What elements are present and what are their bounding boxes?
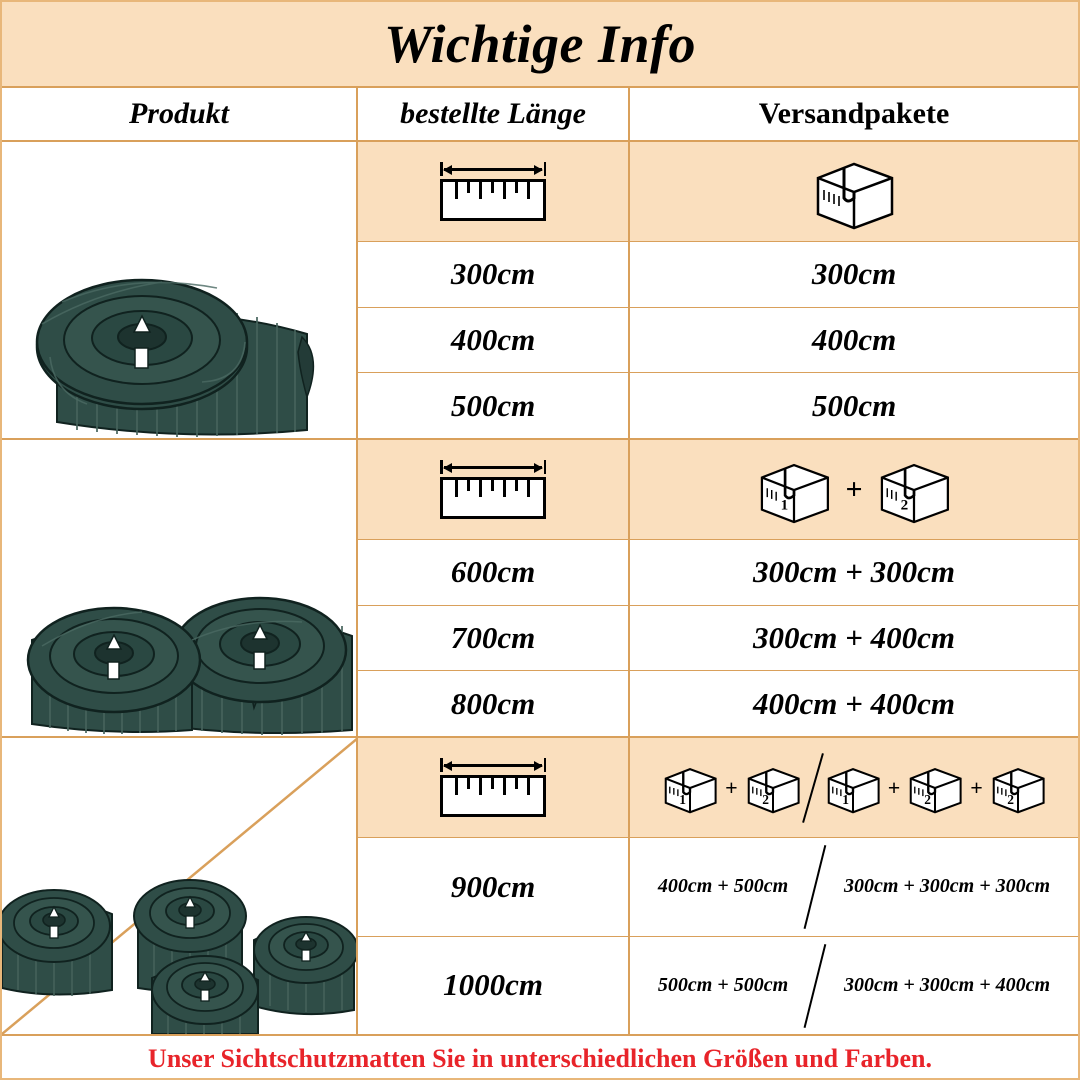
ruler-body xyxy=(440,477,546,519)
packages-cell: 400cm xyxy=(811,322,897,357)
packages-icon-cell xyxy=(630,142,1078,241)
product-image-two-rolls xyxy=(2,440,358,736)
block3-data xyxy=(358,738,1078,1034)
data-row xyxy=(358,838,1078,937)
ruler-icon xyxy=(440,460,546,519)
mat-roll-illustration xyxy=(2,142,358,438)
footer-note-text: Unser Sichtschutzmatten Sie in unterschiedlichen Größen und Farben. xyxy=(148,1044,932,1073)
option-divider xyxy=(802,753,824,823)
block1-data xyxy=(358,142,1078,438)
plus-sign: + xyxy=(845,472,863,506)
ruler-icon xyxy=(440,162,546,221)
table-block-multi-rolls xyxy=(2,738,1078,1036)
svg-text:2: 2 xyxy=(900,496,908,514)
length-cell: 300cm xyxy=(358,242,630,307)
packages-cell: 300cm + 300cm xyxy=(753,554,955,590)
ruler-cell xyxy=(358,142,630,241)
shipping-box-icon-2 xyxy=(742,760,804,816)
data-row xyxy=(358,373,1078,438)
length-cell: 600cm xyxy=(358,540,630,605)
svg-text:1: 1 xyxy=(679,791,687,807)
block2-icon-row xyxy=(358,440,1078,540)
length-cell: 900cm xyxy=(358,838,630,936)
length-cell: 400cm xyxy=(358,308,630,373)
packages-icon-cell xyxy=(630,440,1078,539)
packages-cell: 400cm + 500cm 300cm + 300cm + 300cm xyxy=(630,838,1078,936)
plus-sign: + xyxy=(970,774,983,800)
shipping-box-icon-3 xyxy=(987,760,1049,816)
data-row xyxy=(358,937,1078,1035)
ruler-body xyxy=(440,775,546,817)
ruler-cell xyxy=(358,440,630,539)
shipping-box-icon-2 xyxy=(873,454,955,526)
length-cell: 800cm xyxy=(358,671,630,736)
ruler-body xyxy=(440,179,546,221)
block1-icon-row xyxy=(358,142,1078,242)
package-option-b xyxy=(822,760,1049,816)
data-row xyxy=(358,671,1078,736)
measure-arrow-icon xyxy=(440,460,546,474)
page-title: Wichtige Info xyxy=(383,14,697,74)
length-cell: 1000cm xyxy=(358,937,630,1035)
block2-data xyxy=(358,440,1078,736)
column-header-ordered-length: bestellte Länge xyxy=(358,88,630,140)
page-header xyxy=(2,2,1078,88)
svg-text:2: 2 xyxy=(1007,791,1014,807)
packages-cell: 300cm + 400cm xyxy=(753,620,955,655)
packages-cell: 400cm + 400cm xyxy=(753,685,955,721)
plus-sign: + xyxy=(725,774,738,800)
product-image-multi-rolls xyxy=(2,738,358,1034)
data-row xyxy=(358,308,1078,374)
packages-cell: 500cm xyxy=(811,387,897,423)
plus-sign: + xyxy=(887,774,901,800)
footer-note xyxy=(2,1036,1078,1080)
block3-icon-row xyxy=(358,738,1078,838)
column-header-shipping-packages: Versandpakete xyxy=(758,97,950,130)
svg-text:1: 1 xyxy=(841,791,849,807)
shipping-box-icon-1 xyxy=(753,454,835,526)
svg-text:2: 2 xyxy=(761,791,769,807)
length-cell: 500cm xyxy=(358,373,630,438)
table-block-two-rolls xyxy=(2,440,1078,738)
package-option-a xyxy=(659,760,804,816)
measure-arrow-icon xyxy=(440,162,546,176)
svg-text:2: 2 xyxy=(924,791,932,807)
shipping-box-icon xyxy=(808,152,900,232)
table-column-headers xyxy=(2,88,1078,142)
table-block-single-roll xyxy=(2,142,1078,440)
column-header-product: Produkt xyxy=(2,88,358,140)
shipping-box-icon-2 xyxy=(904,760,966,816)
mat-rolls-group-illustration xyxy=(2,738,358,1034)
packages-cell: 300cm xyxy=(811,256,897,292)
shipping-box-icon-1 xyxy=(659,760,721,816)
packages-cell: 500cm + 500cm 300cm + 300cm + 400cm xyxy=(630,937,1078,1035)
product-image-single-roll xyxy=(2,142,358,438)
mat-rolls-illustration xyxy=(2,440,358,736)
ruler-icon xyxy=(440,758,546,817)
data-row xyxy=(358,540,1078,606)
data-row xyxy=(358,606,1078,672)
packages-icon-cell xyxy=(630,738,1078,837)
length-cell: 700cm xyxy=(358,606,630,671)
ruler-cell xyxy=(358,738,630,837)
shipping-box-icon-1 xyxy=(822,760,884,816)
svg-text:1: 1 xyxy=(781,496,789,514)
data-row xyxy=(358,242,1078,308)
measure-arrow-icon xyxy=(440,758,546,772)
